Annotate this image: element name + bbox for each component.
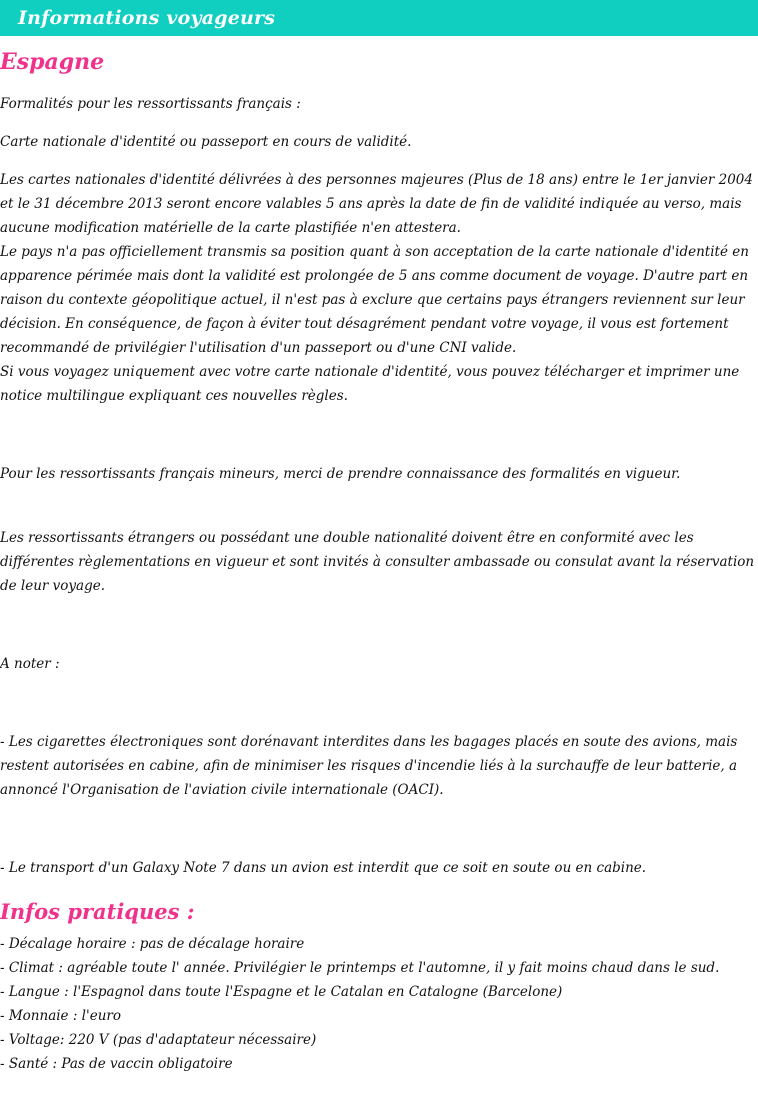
practical-info-list bbox=[0, 932, 758, 1076]
id-cards-validity-text: Les cartes nationales d'identité délivrées à des personnes majeures (Plus de 18 ans) entre le 1er janvier 2004 et le 31 décembre 2013 seront encore valables 5 ans après la date de fin de validité indiquée au verso, mais aucune modification matérielle de la carte plastifiée n'en attestera. bbox=[0, 171, 753, 236]
formalities-intro-text: Formalités pour les ressortissants français : bbox=[0, 95, 301, 112]
minors-formalities-text: Pour les ressortissants français mineurs, merci de prendre connaissance des formalités en vigueur. bbox=[0, 465, 681, 482]
country-heading: Espagne bbox=[0, 49, 105, 75]
electronic-cigarettes-text: - Les cigarettes électroniques sont dorénavant interdites dans les bagages placés en soute des avions, mais restent autorisées en cabine, afin de minimiser les risques d'incendie liés à la surchauffe de leur batterie, a annoncé l'Organisation de l'aviation civile internationale (OACI). bbox=[0, 733, 738, 798]
list-item: - Santé : Pas de vaccin obligatoire bbox=[0, 1056, 233, 1073]
list-item: - Voltage: 220 V (pas d'adaptateur nécessaire) bbox=[0, 1032, 317, 1049]
spacer bbox=[0, 676, 758, 730]
spacer bbox=[0, 408, 758, 462]
spacer bbox=[0, 598, 758, 652]
country-position-text: Le pays n'a pas officiellement transmis sa position quant à son acceptation de la carte nationale d'identité en apparence périmée mais dont la validité est prolongée de 5 ans comme document de voyage. D'autre part en raison du contexte géopolitique actuel, il n'est pas à exclure que certains pays étrangers reviennent sur leur décision. En conséquence, de façon à éviter tout désagrément pendant votre voyage, il vous est fortement recommandé de privilégier l'utilisation d'un passeport ou d'une CNI valide. bbox=[0, 243, 749, 356]
list-item: - Monnaie : l'euro bbox=[0, 1008, 121, 1025]
list-item: - Décalage horaire : pas de décalage horaire bbox=[0, 936, 305, 953]
list-item: - Climat : agréable toute l' année. Privilégier le printemps et l'automne, il y fait moins chaud dans le sud. bbox=[0, 960, 720, 977]
list-item: - Langue : l'Espagnol dans toute l'Espagne et le Catalan en Catalogne (Barcelone) bbox=[0, 984, 563, 1001]
spacer bbox=[0, 802, 758, 856]
multilingual-notice-text: Si vous voyagez uniquement avec votre carte nationale d'identité, vous pouvez télécharger et imprimer une notice multilingue expliquant ces nouvelles règles. bbox=[0, 363, 740, 404]
spacer bbox=[0, 78, 758, 92]
page-title: Informations voyageurs bbox=[18, 7, 276, 29]
galaxy-note-ban-text: - Le transport d'un Galaxy Note 7 dans un avion est interdit que ce soit en soute ou en cabine. bbox=[0, 860, 647, 876]
foreign-nationals-text: Les ressortissants étrangers ou possédant une double nationalité doivent être en conformité avec les différentes règlementations en vigueur et sont invités à consulter ambassade ou consulat avant la réservation de leur voyage. bbox=[0, 529, 755, 594]
spacer bbox=[0, 486, 758, 526]
page-header bbox=[0, 0, 758, 36]
spacer bbox=[0, 116, 758, 130]
document-content bbox=[0, 48, 758, 1076]
identity-document-text: Carte nationale d'identité ou passeport en cours de validité. bbox=[0, 133, 412, 150]
spacer bbox=[0, 154, 758, 168]
note-label-text: A noter : bbox=[0, 655, 60, 672]
practical-info-heading: Infos pratiques : bbox=[0, 899, 195, 925]
